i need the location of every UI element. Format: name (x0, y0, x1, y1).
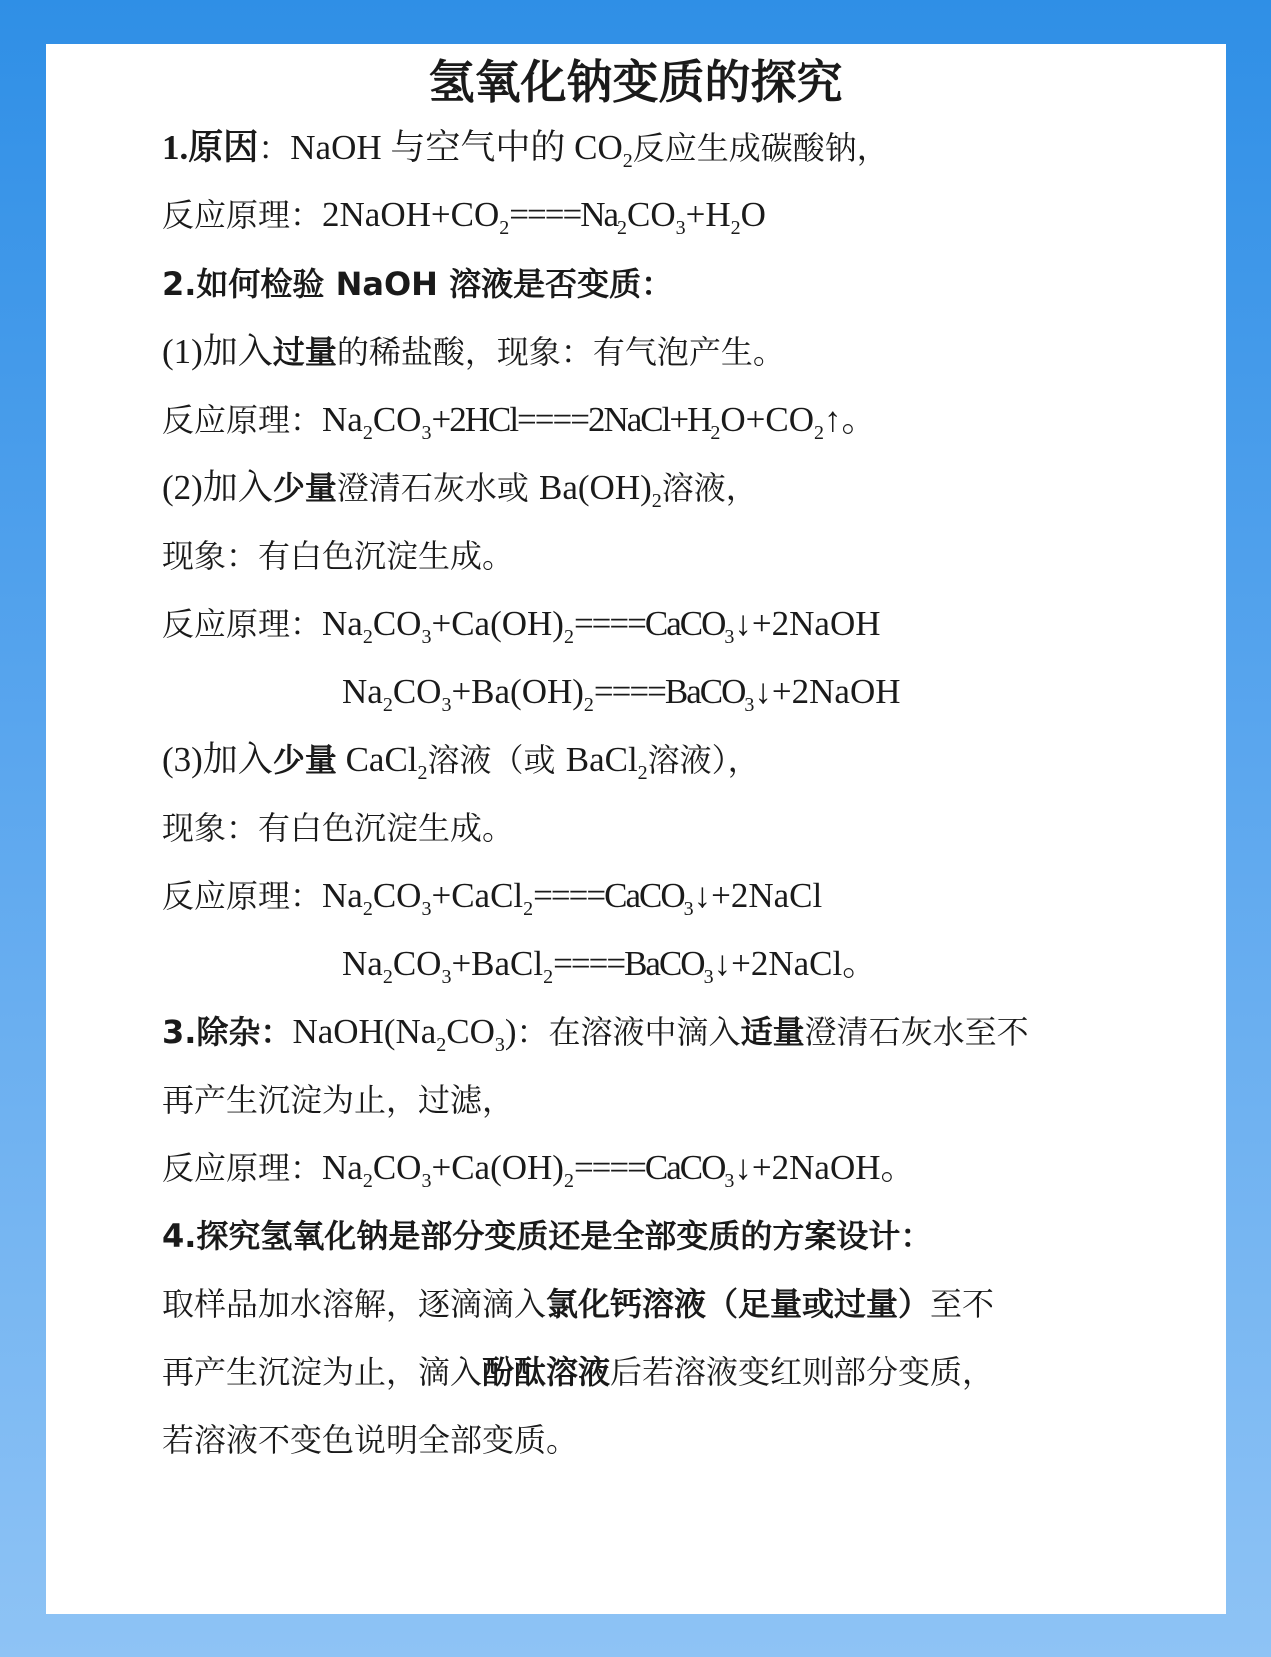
page-title: 氢氧化钠变质的探究 (428, 55, 843, 109)
section-3-label: 3.除杂： (162, 1013, 293, 1051)
section-2-method-2-phenomenon: 现象：有白色沉淀生成。 (162, 537, 515, 575)
section-3-principle: 反应原理：$Na_2CO_3+Ca(OH)_2====CaCO_3↓+2NaOH$。 (162, 1148, 916, 1192)
section-3-purification: 3.除杂：$NaOH(Na_2CO_3)$：在溶液中滴入适量澄清石灰水至不 (162, 1012, 1029, 1056)
section-3-line-2: 再产生沉淀为止，过滤， (162, 1081, 515, 1119)
section-2-method-2: (2)加入少量澄清石灰水或 $Ba(OH)_2$溶液， (162, 468, 758, 512)
section-2-method-3-phenomenon: 现象：有白色沉淀生成。 (162, 809, 515, 847)
section-1-label: 1.原因 (162, 128, 259, 167)
section-2-method-1: (1)加入过量的稀盐酸，现象：有气泡产生。 (162, 332, 785, 371)
section-4-line-3: 若溶液不变色说明全部变质。 (162, 1421, 579, 1459)
section-1-principle: 反应原理：$2NaOH+CO_2====Na_2CO_3+H_2O$ (162, 195, 766, 239)
section-4-heading: 4.探究氢氧化钠是部分变质还是全部变质的方案设计： (162, 1217, 933, 1255)
section-2-method-3-principle-b: $Na_2CO_3+BaCl_2====BaCO_3↓+2NaCl$。 (342, 944, 878, 988)
section-1-cause: 1.原因：NaOH 与空气中的 $CO_2$反应生成碳酸钠， (162, 128, 889, 172)
section-2-method-1-principle: 反应原理：$Na_2CO_3+2HCl====2NaCl+H_2O+CO_2↑$。 (162, 400, 877, 444)
section-2-method-3-principle-a: 反应原理：$Na_2CO_3+CaCl_2====CaCO_3↓+2NaCl$ (162, 876, 823, 920)
section-2-method-2-principle-a: 反应原理：$Na_2CO_3+Ca(OH)_2====CaCO_3↓+2NaOH$ (162, 604, 881, 648)
section-2-method-3: (3)加入少量 CaCl$_2$溶液（或 BaCl$_2$溶液）， (162, 740, 760, 784)
section-2-method-2-principle-b: $Na_2CO_3+Ba(OH)_2====BaCO_3↓+2NaOH$ (342, 672, 901, 716)
section-4-line-1: 取样品加水溶解，逐滴滴入氯化钙溶液（足量或过量）至不 (162, 1285, 995, 1323)
section-4-line-2: 再产生沉淀为止，滴入酚酞溶液后若溶液变红则部分变质， (162, 1353, 995, 1391)
section-2-heading: 2.如何检验 NaOH 溶液是否变质： (162, 265, 674, 303)
